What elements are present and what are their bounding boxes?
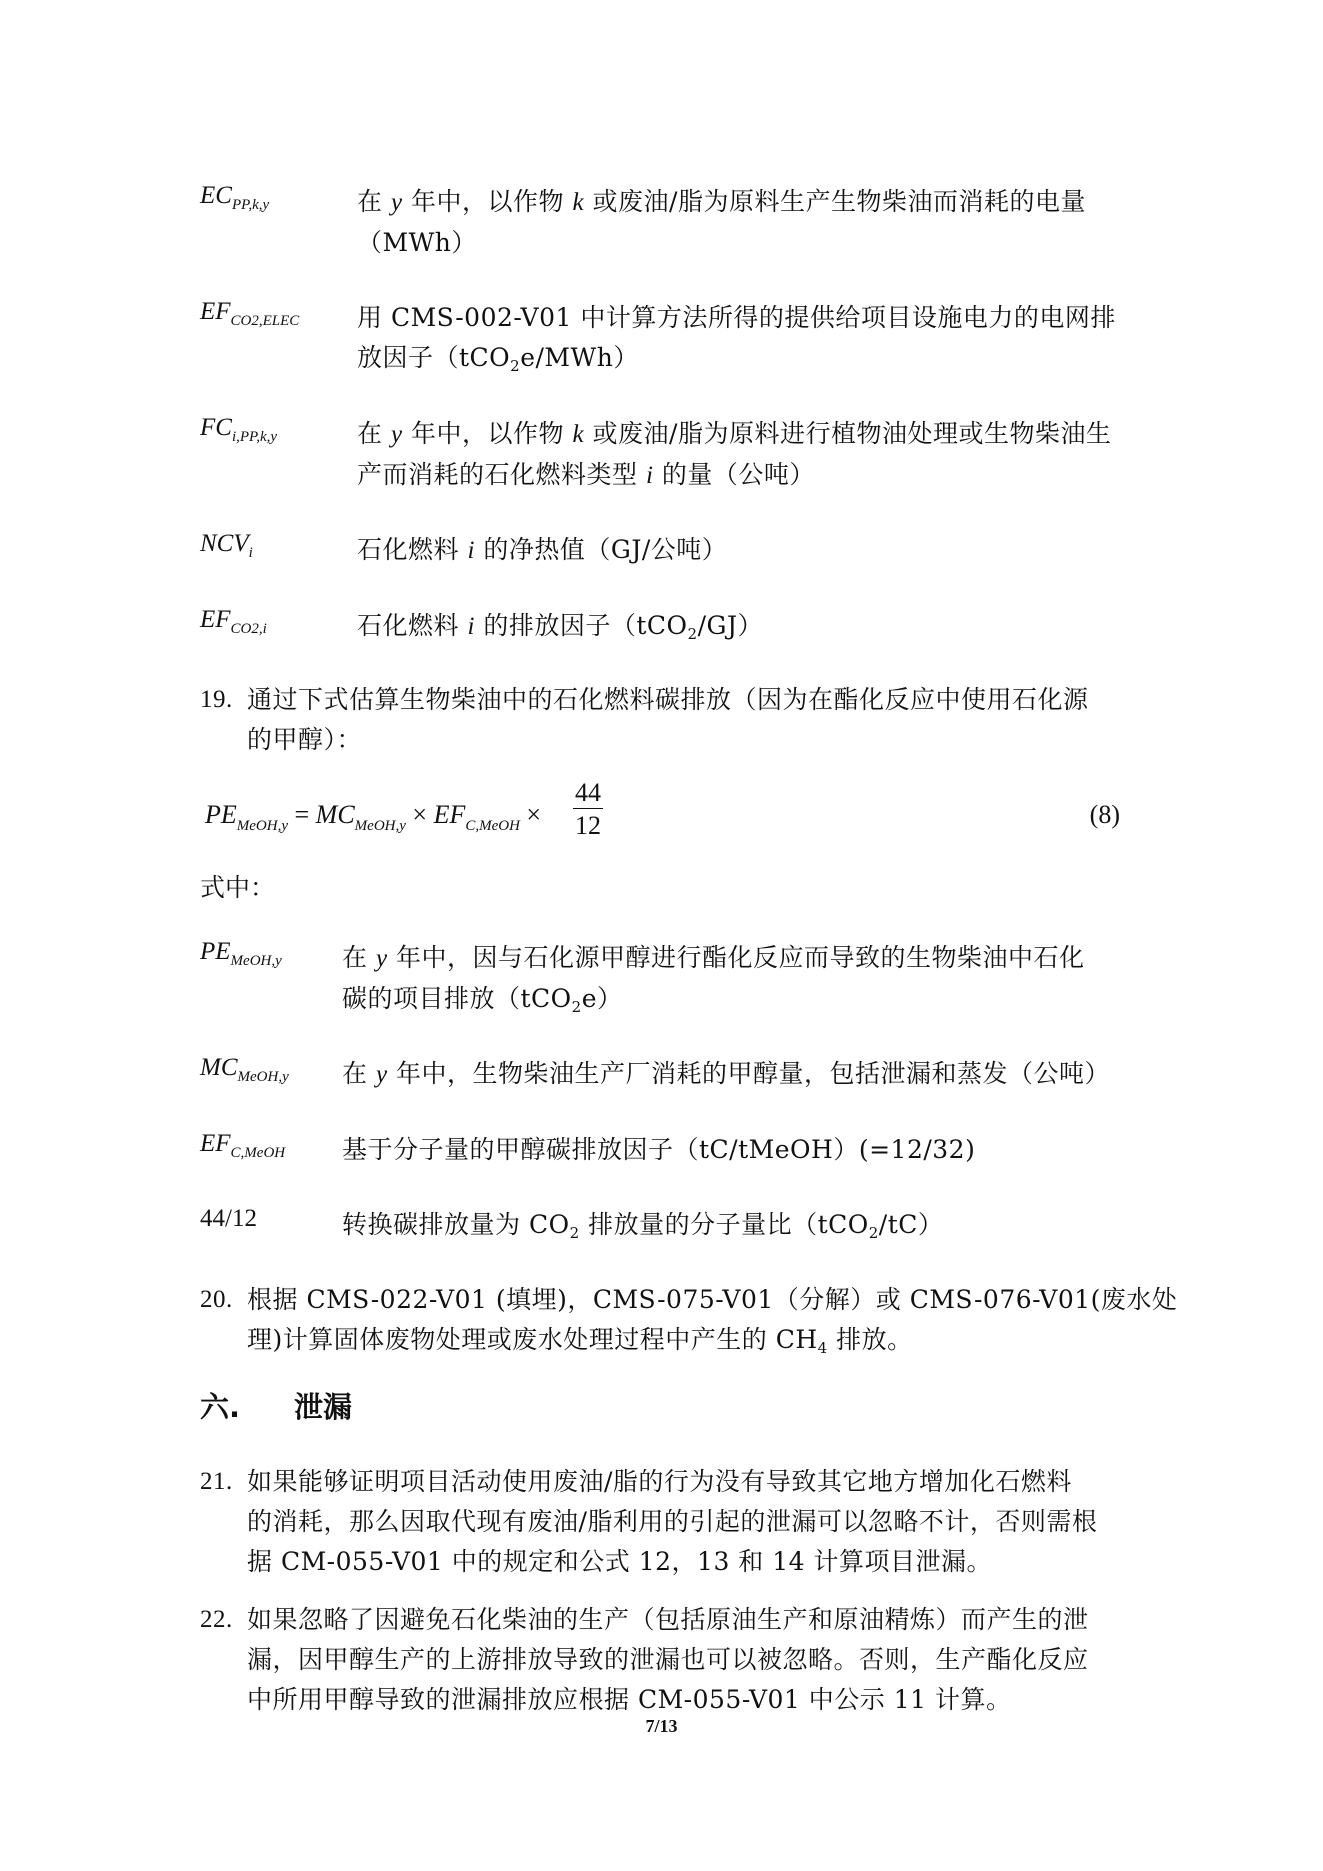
definition-mc-meoh [200,1054,1130,1094]
equation-expression: $PE_{MeOH,y} = MC_{MeOH,y} \times EF_{C,MeOH}$ × [205,800,542,834]
text-line: 中所用甲醇导致的泄漏排放应根据 CM-055-V01 中公示 11 计算。 [247,1685,1012,1714]
denominator: 12 [575,811,601,840]
definition-ncv [200,530,1130,570]
text-line: 产而消耗的石化燃料类型 i 的量（公吨） [357,460,815,489]
symbol: $EF_{CO2,ELEC}$ [200,298,300,329]
definition-text [342,938,1085,1027]
definition-ef-c-meoh [200,1130,1130,1170]
definition-ef-co2-elec [200,298,1130,378]
definition-ef-co2-i [200,606,1130,646]
text-line: 放因子（tCO$_2$e/MWh） [357,343,639,375]
definition-text [357,414,1111,496]
paragraph-number: 20. [200,1286,233,1313]
text-line: 如果能够证明项目活动使用废油/脂的行为没有导致其它地方增加化石燃料 [247,1467,1072,1496]
text-line: 如果忽略了因避免石化柴油的生产（包括原油生产和原油精炼）而产生的泄 [247,1605,1089,1634]
definition-text [342,1130,975,1170]
text-line: 在 y 年中，以作物 k 或废油/脂为原料生产生物柴油而消耗的电量 [357,187,1086,216]
numerator: 44 [575,778,601,807]
definition-ec-pp [200,182,1130,262]
text-line: 理)计算固体废物处理或废水处理过程中产生的 $CH_4$ 排放。 [247,1325,913,1357]
paragraph-number: 19. [200,686,233,713]
symbol: $EF_{C,MeOH}$ [200,1130,286,1161]
equation-8 [200,770,1130,860]
paragraph-number: 21. [200,1468,233,1495]
text-line: 根据 CMS-022-V01 (填埋)，CMS-075-V01（分解）或 CMS-076-V01(废水处 [247,1285,1178,1314]
page-number: 7/13 [645,1716,678,1736]
definition-pe-meoh [200,938,1130,1018]
paragraph-number: 22. [200,1606,233,1633]
definition-text [357,530,727,571]
text-line: 在 y 年中，生物柴油生产厂消耗的甲醇量，包括泄漏和蒸发（公吨） [342,1059,1111,1088]
text-line: 基于分子量的甲醇碳排放因子（tC/tMeOH）(=12/32) [342,1135,976,1164]
section-title: 泄漏 [294,1390,353,1424]
symbol: $EF_{CO2,i}$ [200,606,267,637]
paragraph-19 [200,680,1130,760]
paragraph-21 [200,1462,1130,1582]
section-number: 六. [200,1390,241,1424]
symbol: $EC_{PP,k,y}$ [200,182,270,213]
definition-text [357,606,763,654]
definition-text [342,1205,943,1253]
symbol: $PE_{MeOH,y}$ [200,938,282,969]
text-line: 在 y 年中，因与石化源甲醇进行酯化反应而导致的生物柴油中石化 [342,943,1085,972]
text-line: 漏，因甲醇生产的上游排放导致的泄漏也可以被忽略。否则，生产酯化反应 [247,1645,1089,1674]
symbol: 44/12 [200,1205,257,1232]
text-line: 的甲醇）： [247,725,363,754]
text-line: 通过下式估算生物柴油中的石化燃料碳排放（因为在酯化反应中使用石化源 [247,685,1089,714]
symbol: $FC_{i,PP,k,y}$ [200,414,278,445]
text-line: 石化燃料 i 的排放因子（tCO$_2$/GJ） [357,611,763,643]
section-heading [200,1385,352,1426]
text-line: 在 y 年中，以作物 k 或废油/脂为原料进行植物油处理或生物柴油生 [357,419,1112,448]
paragraph-22 [200,1600,1130,1720]
definition-text [357,182,1086,263]
text-line: 石化燃料 i 的净热值（GJ/公吨） [357,535,728,564]
text-line: 碳的项目排放（tCO$_2$e） [342,984,623,1016]
paragraph-20 [200,1280,1178,1368]
definition-text [342,1054,1110,1095]
text-line: 据 CM-055-V01 中的规定和公式 12，13 和 14 计算项目泄漏。 [247,1547,993,1576]
text-line: 的消耗，那么因取代现有废油/脂利用的引起的泄漏可以忽略不计，否则需根 [247,1507,1098,1536]
where-label: 式中： [200,873,276,902]
symbol: $MC_{MeOH,y}$ [200,1054,289,1085]
text-line: （MWh） [357,228,477,257]
symbol: $NCV_i$ [200,530,253,561]
definition-fc [200,414,1130,494]
equation-number: (8) [1089,800,1120,829]
fraction [573,778,603,843]
definition-44-12 [200,1205,1130,1245]
text-line: 转换碳排放量为 $CO_2$ 排放量的分子量比（tCO$_2$/tC） [342,1210,944,1242]
definition-text [357,298,1116,386]
text-line: 用 CMS-002-V01 中计算方法所得的提供给项目设施电力的电网排 [357,303,1116,332]
